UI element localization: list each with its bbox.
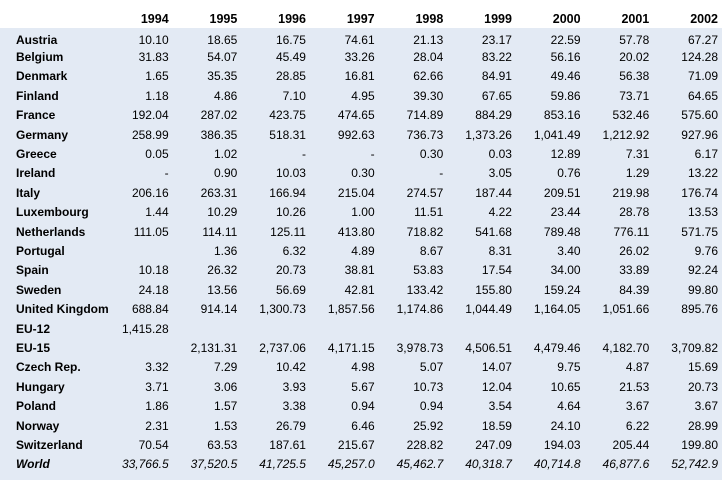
cell-norway-1999: 18.59 xyxy=(481,418,512,433)
cell-luxembourg-2000: 23.44 xyxy=(550,205,581,220)
cell-italy-2002: 176.74 xyxy=(681,185,718,200)
cell-world-1998: 45,462.7 xyxy=(396,457,444,472)
cell-spain-1998: 53.83 xyxy=(413,263,444,278)
cell-switzerland-1995: 63.53 xyxy=(207,437,238,452)
cell-switzerland-1994: 70.54 xyxy=(138,437,169,452)
cell-spain-2002: 92.24 xyxy=(687,263,718,278)
cell-poland-2002: 3.67 xyxy=(694,399,718,414)
cell-austria-1998: 21.13 xyxy=(413,32,444,47)
cell-luxembourg-2002: 13.53 xyxy=(687,205,718,220)
cell-switzerland-1998: 228.82 xyxy=(406,437,444,452)
cell-czech-rep-1996: 10.42 xyxy=(275,360,306,375)
cell-eu-12-2001 xyxy=(585,319,654,338)
table-header xyxy=(0,0,722,28)
cell-greece-1999: 0.03 xyxy=(488,147,512,162)
cell-germany-1997: 992.63 xyxy=(337,127,375,142)
cell-germany-2002: 927.96 xyxy=(681,127,718,142)
row-label-netherlands: Netherlands xyxy=(16,224,86,239)
cell-netherlands-2000: 789.48 xyxy=(543,224,581,239)
cell-sweden-1995: 13.56 xyxy=(207,282,238,297)
cell-luxembourg-1997: 1.00 xyxy=(351,205,375,220)
table-row-hungary xyxy=(0,377,722,396)
cell-sweden-2000: 159.24 xyxy=(543,282,581,297)
cell-eu-15-2001: 4,182.70 xyxy=(602,340,650,355)
cell-belgium-1995: 54.07 xyxy=(207,50,238,65)
cell-switzerland-2001: 205.44 xyxy=(612,437,650,452)
cell-belgium-1998: 28.04 xyxy=(413,50,444,65)
cell-germany-2000: 1,041.49 xyxy=(533,127,581,142)
cell-spain-1995: 26.32 xyxy=(207,263,238,278)
cell-finland-1996: 7.10 xyxy=(282,88,306,103)
cell-poland-1998: 0.94 xyxy=(419,399,444,414)
cell-netherlands-2001: 776.11 xyxy=(613,224,650,239)
table-row-czech-rep xyxy=(0,358,722,377)
cell-united-kingdom-2000: 1,164.05 xyxy=(533,302,581,317)
cell-greece-1997: - xyxy=(370,147,375,162)
cell-world-1997: 45,257.0 xyxy=(327,457,375,472)
cell-poland-1999: 3.54 xyxy=(488,399,512,414)
table-row-greece xyxy=(0,144,722,163)
table-row-portugal xyxy=(0,241,722,260)
cell-poland-1995: 1.57 xyxy=(213,399,238,414)
row-label-norway: Norway xyxy=(16,418,60,433)
cell-sweden-1998: 133.42 xyxy=(406,282,444,297)
cell-czech-rep-2000: 9.75 xyxy=(557,360,581,375)
column-header-1996: 1996 xyxy=(241,0,310,28)
cell-austria-2002: 67.27 xyxy=(687,32,718,47)
table-row-eu-12 xyxy=(0,319,722,338)
cell-eu-15-1997: 4,171.15 xyxy=(327,340,375,355)
cell-sweden-2002: 99.80 xyxy=(687,282,718,297)
cell-eu-15-1994 xyxy=(104,338,173,357)
cell-luxembourg-1996: 10.26 xyxy=(275,205,306,220)
cell-ireland-2000: 0.76 xyxy=(557,166,581,181)
cell-greece-2001: 7.31 xyxy=(625,147,650,162)
column-header-1995: 1995 xyxy=(173,0,242,28)
table-body xyxy=(0,28,722,474)
cell-spain-1997: 38.81 xyxy=(344,263,375,278)
cell-czech-rep-2002: 15.69 xyxy=(687,360,718,375)
cell-poland-1994: 1.86 xyxy=(145,399,169,414)
cell-norway-1998: 25.92 xyxy=(413,418,444,433)
cell-ireland-1997: 0.30 xyxy=(351,166,375,181)
cell-belgium-1994: 31.83 xyxy=(138,50,169,65)
cell-portugal-1997: 4.89 xyxy=(351,243,375,258)
cell-france-1998: 714.89 xyxy=(406,108,444,123)
cell-germany-2001: 1,212.92 xyxy=(602,127,650,142)
cell-belgium-1996: 45.49 xyxy=(275,50,306,65)
cell-world-1996: 41,725.5 xyxy=(259,457,306,472)
cell-world-2001: 46,877.6 xyxy=(602,457,650,472)
cell-eu-15-1998: 3,978.73 xyxy=(396,340,444,355)
column-header-1998: 1998 xyxy=(379,0,448,28)
cell-norway-1996: 26.79 xyxy=(275,418,306,433)
cell-portugal-2000: 3.40 xyxy=(557,243,581,258)
cell-luxembourg-1995: 10.29 xyxy=(207,205,238,220)
row-label-italy: Italy xyxy=(16,185,41,200)
cell-finland-1997: 4.95 xyxy=(351,88,375,103)
cell-finland-1994: 1.18 xyxy=(145,88,169,103)
cell-denmark-1994: 1.65 xyxy=(145,69,169,84)
cell-italy-1999: 187.44 xyxy=(475,185,512,200)
cell-austria-1994: 10.10 xyxy=(138,32,169,47)
cell-italy-1994: 206.16 xyxy=(131,185,169,200)
cell-hungary-1995: 3.06 xyxy=(213,379,238,394)
cell-austria-1997: 74.61 xyxy=(344,32,375,47)
cell-ireland-1996: 10.03 xyxy=(275,166,306,181)
cell-united-kingdom-1998: 1,174.86 xyxy=(396,302,444,317)
cell-eu-15-1999: 4,506.51 xyxy=(465,340,512,355)
table-row-italy xyxy=(0,183,722,202)
cell-greece-1994: 0.05 xyxy=(145,147,169,162)
cell-czech-rep-1995: 7.29 xyxy=(213,360,238,375)
cell-hungary-2002: 20.73 xyxy=(687,379,718,394)
cell-netherlands-2002: 571.75 xyxy=(681,224,718,239)
table-row-finland xyxy=(0,86,722,105)
cell-belgium-2000: 56.16 xyxy=(550,50,581,65)
cell-finland-1999: 67.65 xyxy=(481,88,512,103)
cell-world-2002: 52,742.9 xyxy=(671,457,718,472)
cell-germany-1999: 1,373.26 xyxy=(465,127,512,142)
column-header-2001: 2001 xyxy=(585,0,654,28)
cell-france-2001: 532.46 xyxy=(612,108,650,123)
row-label-sweden: Sweden xyxy=(16,282,62,297)
row-label-switzerland: Switzerland xyxy=(16,437,83,452)
cell-austria-2000: 22.59 xyxy=(550,32,581,47)
table-row-ireland xyxy=(0,164,722,183)
cell-norway-1997: 6.46 xyxy=(351,418,375,433)
table-row-denmark xyxy=(0,67,722,86)
cell-united-kingdom-1995: 914.14 xyxy=(200,302,238,317)
cell-eu-12-1995 xyxy=(173,319,242,338)
cell-ireland-1999: 3.05 xyxy=(488,166,512,181)
cell-spain-2001: 33.89 xyxy=(619,263,650,278)
cell-finland-1995: 4.86 xyxy=(213,88,238,103)
cell-italy-1995: 263.31 xyxy=(200,185,238,200)
cell-sweden-2001: 84.39 xyxy=(619,282,650,297)
cell-finland-2001: 73.71 xyxy=(619,88,650,103)
cell-austria-1996: 16.75 xyxy=(275,32,306,47)
cell-france-1999: 884.29 xyxy=(475,108,512,123)
cell-portugal-2001: 26.02 xyxy=(619,243,650,258)
table-row-spain xyxy=(0,261,722,280)
cell-world-1999: 40,318.7 xyxy=(465,457,512,472)
cell-spain-1999: 17.54 xyxy=(481,263,512,278)
row-label-poland: Poland xyxy=(16,399,57,414)
cell-france-1995: 287.02 xyxy=(200,108,238,123)
cell-united-kingdom-1994: 688.84 xyxy=(131,302,169,317)
cell-poland-2000: 4.64 xyxy=(557,399,581,414)
cell-greece-2002: 6.17 xyxy=(694,147,718,162)
cell-greece-1995: 1.02 xyxy=(213,147,238,162)
cell-eu-12-1997 xyxy=(310,319,379,338)
cell-germany-1995: 386.35 xyxy=(200,127,238,142)
cell-spain-2000: 34.00 xyxy=(550,263,581,278)
cell-greece-1996: - xyxy=(301,147,306,162)
cell-sweden-1996: 56.69 xyxy=(275,282,306,297)
row-label-united-kingdom: United Kingdom xyxy=(16,302,109,317)
cell-norway-1995: 1.53 xyxy=(213,418,238,433)
column-header-1994: 1994 xyxy=(104,0,173,28)
cell-portugal-1994 xyxy=(104,241,173,260)
cell-france-1997: 474.65 xyxy=(337,108,375,123)
cell-belgium-2002: 124.28 xyxy=(681,50,718,65)
row-label-denmark: Denmark xyxy=(16,69,68,84)
row-label-germany: Germany xyxy=(16,127,69,142)
cell-italy-1996: 166.94 xyxy=(269,185,306,200)
cell-belgium-2001: 20.02 xyxy=(619,50,650,65)
cell-finland-1998: 39.30 xyxy=(413,88,444,103)
cell-hungary-1997: 5.67 xyxy=(351,379,375,394)
cell-switzerland-1997: 215.67 xyxy=(337,437,375,452)
header-corner-cell xyxy=(0,0,104,28)
cell-greece-1998: 0.30 xyxy=(419,147,444,162)
cell-finland-2002: 64.65 xyxy=(687,88,718,103)
cell-norway-1994: 2.31 xyxy=(145,418,169,433)
cell-denmark-2002: 71.09 xyxy=(687,69,718,84)
cell-czech-rep-1997: 4.98 xyxy=(351,360,375,375)
cell-united-kingdom-2002: 895.76 xyxy=(681,302,718,317)
table-row-belgium xyxy=(0,47,722,66)
cell-norway-2002: 28.99 xyxy=(687,418,718,433)
row-label-luxembourg: Luxembourg xyxy=(16,205,89,220)
cell-hungary-1994: 3.71 xyxy=(145,379,169,394)
row-label-world: World xyxy=(16,457,50,472)
cell-portugal-2002: 9.76 xyxy=(694,243,718,258)
cell-eu-12-1996 xyxy=(241,319,310,338)
cell-switzerland-1996: 187.61 xyxy=(269,437,306,452)
cell-switzerland-1999: 247.09 xyxy=(475,437,512,452)
cell-hungary-1999: 12.04 xyxy=(481,379,512,394)
cell-portugal-1999: 8.31 xyxy=(488,243,512,258)
table-row-netherlands xyxy=(0,222,722,241)
cell-netherlands-1999: 541.68 xyxy=(475,224,512,239)
cell-hungary-2001: 21.53 xyxy=(619,379,650,394)
cell-hungary-1998: 10.73 xyxy=(413,379,444,394)
row-label-spain: Spain xyxy=(16,263,49,278)
cell-eu-12-1994: 1,415.28 xyxy=(121,321,169,336)
cell-luxembourg-1999: 4.22 xyxy=(488,205,512,220)
column-header-1997: 1997 xyxy=(310,0,379,28)
row-label-czech-rep: Czech Rep. xyxy=(16,360,81,375)
cell-austria-2001: 57.78 xyxy=(619,32,650,47)
cell-ireland-1994: - xyxy=(164,166,169,181)
cell-spain-1996: 20.73 xyxy=(275,263,306,278)
cell-denmark-1995: 35.35 xyxy=(207,69,238,84)
row-label-finland: Finland xyxy=(16,88,59,103)
cell-ireland-1995: 0.90 xyxy=(213,166,238,181)
cell-ireland-2002: 13.22 xyxy=(687,166,718,181)
table-row-norway xyxy=(0,416,722,435)
table-row-germany xyxy=(0,125,722,144)
cell-france-2002: 575.60 xyxy=(681,108,718,123)
cell-luxembourg-1994: 1.44 xyxy=(145,205,169,220)
cell-sweden-1994: 24.18 xyxy=(138,282,169,297)
cell-netherlands-1997: 413.80 xyxy=(337,224,375,239)
cell-netherlands-1996: 125.11 xyxy=(270,224,306,239)
cell-france-1994: 192.04 xyxy=(131,108,169,123)
cell-poland-1997: 0.94 xyxy=(351,399,375,414)
cell-luxembourg-1998: 11.51 xyxy=(414,205,444,220)
row-label-hungary: Hungary xyxy=(16,379,65,394)
table-row-eu-15 xyxy=(0,338,722,357)
cell-united-kingdom-1999: 1,044.49 xyxy=(465,302,512,317)
cell-portugal-1998: 8.67 xyxy=(419,243,444,258)
cell-czech-rep-2001: 4.87 xyxy=(625,360,650,375)
cell-norway-2001: 6.22 xyxy=(625,418,650,433)
cell-denmark-1997: 16.81 xyxy=(344,69,375,84)
row-label-france: France xyxy=(16,108,56,123)
row-label-portugal: Portugal xyxy=(16,243,65,258)
column-header-2000: 2000 xyxy=(516,0,585,28)
cell-portugal-1996: 6.32 xyxy=(282,243,306,258)
cell-hungary-1996: 3.93 xyxy=(282,379,306,394)
cell-denmark-1999: 84.91 xyxy=(481,69,512,84)
cell-belgium-1997: 33.26 xyxy=(344,50,375,65)
row-label-ireland: Ireland xyxy=(16,166,56,181)
cell-austria-1999: 23.17 xyxy=(481,32,512,47)
cell-united-kingdom-1997: 1,857.56 xyxy=(327,302,375,317)
row-label-belgium: Belgium xyxy=(16,50,64,65)
cell-italy-2000: 209.51 xyxy=(543,185,581,200)
cell-sweden-1999: 155.80 xyxy=(475,282,512,297)
cell-united-kingdom-1996: 1,300.73 xyxy=(259,302,306,317)
table-row-united-kingdom xyxy=(0,299,722,318)
cell-netherlands-1995: 114.11 xyxy=(202,224,238,239)
row-label-greece: Greece xyxy=(16,147,57,162)
table-row-world xyxy=(0,455,722,474)
cell-portugal-1995: 1.36 xyxy=(213,243,238,258)
cell-eu-12-1998 xyxy=(379,319,448,338)
row-label-eu-15: EU-15 xyxy=(16,340,51,355)
cell-italy-1997: 215.04 xyxy=(337,185,375,200)
cell-czech-rep-1998: 5.07 xyxy=(419,360,444,375)
cell-ireland-2001: 1.29 xyxy=(625,166,650,181)
cell-spain-1994: 10.18 xyxy=(138,263,169,278)
cell-switzerland-2000: 194.03 xyxy=(543,437,581,452)
cell-sweden-1997: 42.81 xyxy=(344,282,375,297)
cell-belgium-1999: 83.22 xyxy=(481,50,512,65)
cell-denmark-1996: 28.85 xyxy=(275,69,306,84)
column-header-1999: 1999 xyxy=(447,0,516,28)
cell-norway-2000: 24.10 xyxy=(550,418,581,433)
cell-greece-2000: 12.89 xyxy=(550,147,581,162)
cell-poland-2001: 3.67 xyxy=(625,399,650,414)
column-header-2002: 2002 xyxy=(653,0,722,28)
cell-italy-1998: 274.57 xyxy=(406,185,444,200)
cell-italy-2001: 219.98 xyxy=(612,185,650,200)
cell-switzerland-2002: 199.80 xyxy=(681,437,718,452)
cell-czech-rep-1999: 14.07 xyxy=(481,360,512,375)
table-row-poland xyxy=(0,396,722,415)
cell-netherlands-1998: 718.82 xyxy=(406,224,444,239)
cell-denmark-2000: 49.46 xyxy=(550,69,581,84)
cell-denmark-2001: 56.38 xyxy=(619,69,650,84)
cell-eu-12-2002 xyxy=(653,319,722,338)
table-row-france xyxy=(0,106,722,125)
table-row-austria xyxy=(0,28,722,47)
cell-france-2000: 853.16 xyxy=(543,108,581,123)
row-label-eu-12: EU-12 xyxy=(16,321,51,336)
cell-germany-1996: 518.31 xyxy=(269,127,306,142)
row-label-austria: Austria xyxy=(16,32,58,47)
cell-germany-1994: 258.99 xyxy=(131,127,169,142)
cell-world-2000: 40,714.8 xyxy=(533,457,581,472)
cell-austria-1995: 18.65 xyxy=(207,32,238,47)
cell-finland-2000: 59.86 xyxy=(550,88,581,103)
cell-eu-15-1996: 2,737.06 xyxy=(259,340,306,355)
cell-poland-1996: 3.38 xyxy=(282,399,306,414)
cell-eu-15-2002: 3,709.82 xyxy=(671,340,718,355)
table-row-luxembourg xyxy=(0,203,722,222)
cell-netherlands-1994: 111.05 xyxy=(133,224,169,239)
table-row-switzerland xyxy=(0,435,722,454)
cell-eu-12-2000 xyxy=(516,319,585,338)
cell-world-1994: 33,766.5 xyxy=(121,457,169,472)
cell-france-1996: 423.75 xyxy=(269,108,306,123)
cell-czech-rep-1994: 3.32 xyxy=(145,360,169,375)
cell-germany-1998: 736.73 xyxy=(406,127,444,142)
cell-hungary-2000: 10.65 xyxy=(550,379,581,394)
table-row-sweden xyxy=(0,280,722,299)
cell-denmark-1998: 62.66 xyxy=(413,69,444,84)
cell-luxembourg-2001: 28.78 xyxy=(619,205,650,220)
cell-eu-15-1995: 2,131.31 xyxy=(190,340,238,355)
cell-ireland-1998: - xyxy=(439,166,444,181)
cell-world-1995: 37,520.5 xyxy=(190,457,238,472)
cell-eu-15-2000: 4,479.46 xyxy=(533,340,581,355)
cell-united-kingdom-2001: 1,051.66 xyxy=(602,302,650,317)
header-row xyxy=(0,0,722,28)
cell-eu-12-1999 xyxy=(447,319,516,338)
